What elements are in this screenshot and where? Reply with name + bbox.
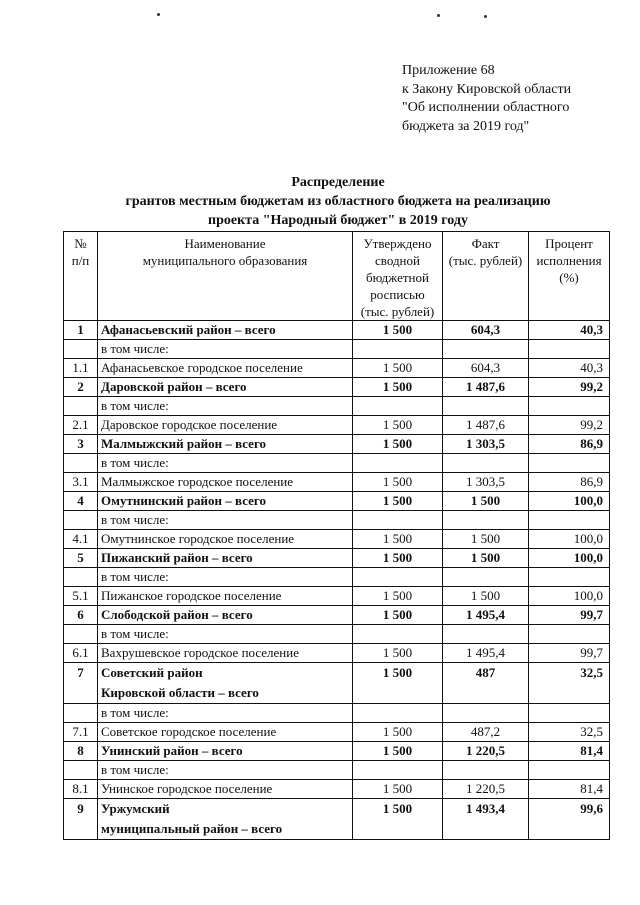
cell-percent [529,704,610,723]
appendix-note [402,62,571,136]
table-row [64,378,610,397]
table-row [64,435,610,454]
cell-fact [443,625,529,644]
cell-name: Уржумский муниципальный район – всего [98,799,353,840]
appendix-line: к Закону Кировской области [402,81,572,97]
appendix-line: "Об исполнении областного [402,100,570,115]
cell-num [64,454,98,473]
cell-approved: 1 500 [353,321,443,340]
title-line: Распределение [291,175,385,190]
cell-approved: 1 500 [353,723,443,742]
cell-name: в том числе: [98,625,353,644]
cell-fact: 1 220,5 [443,780,529,799]
table-body [64,321,610,840]
cell-name: Афанасьевский район – всего [98,321,353,340]
cell-percent [529,761,610,780]
cell-approved: 1 500 [353,492,443,511]
table-row [64,511,610,530]
cell-fact: 1 303,5 [443,473,529,492]
cell-name: Пижанское городское поселение [98,587,353,606]
cell-approved: 1 500 [353,359,443,378]
cell-fact: 487 [443,663,529,704]
cell-num: 6.1 [64,644,98,663]
header-fact: Факт (тыс. рублей) [443,232,529,321]
cell-fact [443,340,529,359]
cell-approved [353,454,443,473]
cell-name: в том числе: [98,454,353,473]
cell-num [64,625,98,644]
cell-num: 6 [64,606,98,625]
cell-percent: 100,0 [529,492,610,511]
cell-num [64,397,98,416]
cell-percent [529,568,610,587]
cell-name: в том числе: [98,568,353,587]
table-row [64,742,610,761]
cell-percent: 40,3 [529,321,610,340]
cell-num [64,568,98,587]
cell-percent [529,397,610,416]
cell-num: 2.1 [64,416,98,435]
cell-approved: 1 500 [353,644,443,663]
table-row [64,568,610,587]
title-line: грантов местным бюджетам из областного бюджета на реализацию [125,194,551,209]
cell-fact: 1 500 [443,587,529,606]
cell-num: 7.1 [64,723,98,742]
cell-percent: 100,0 [529,530,610,549]
cell-name: Унинский район – всего [98,742,353,761]
cell-num: 3 [64,435,98,454]
cell-approved [353,704,443,723]
cell-num: 4 [64,492,98,511]
cell-name: Омутнинский район – всего [98,492,353,511]
cell-fact [443,704,529,723]
table-row [64,473,610,492]
scan-speck [437,14,440,17]
cell-approved: 1 500 [353,416,443,435]
cell-fact: 1 495,4 [443,606,529,625]
cell-approved [353,511,443,530]
cell-fact: 1 220,5 [443,742,529,761]
cell-approved: 1 500 [353,606,443,625]
cell-percent: 81,4 [529,780,610,799]
cell-approved [353,397,443,416]
cell-name: Вахрушевское городское поселение [98,644,353,663]
cell-num: 5.1 [64,587,98,606]
cell-name: Пижанский район – всего [98,549,353,568]
cell-approved [353,761,443,780]
cell-fact [443,511,529,530]
table-row [64,663,610,704]
cell-approved: 1 500 [353,473,443,492]
cell-percent: 40,3 [529,359,610,378]
cell-num [64,761,98,780]
cell-name: в том числе: [98,761,353,780]
grants-table [63,231,610,840]
cell-percent: 99,7 [529,606,610,625]
cell-fact: 1 493,4 [443,799,529,840]
table-row [64,780,610,799]
cell-approved [353,340,443,359]
cell-num [64,511,98,530]
cell-percent: 100,0 [529,549,610,568]
cell-approved: 1 500 [353,435,443,454]
cell-name: Афанасьевское городское поселение [98,359,353,378]
cell-name: Омутнинское городское поселение [98,530,353,549]
appendix-line: бюджета за 2019 год" [402,118,530,134]
cell-num: 9 [64,799,98,840]
cell-fact: 1 303,5 [443,435,529,454]
cell-approved [353,568,443,587]
cell-percent [529,340,610,359]
cell-percent: 100,0 [529,587,610,606]
cell-percent: 81,4 [529,742,610,761]
cell-fact: 1 500 [443,530,529,549]
cell-num [64,704,98,723]
cell-name: Унинское городское поселение [98,780,353,799]
table-row [64,416,610,435]
table-row [64,454,610,473]
cell-num [64,340,98,359]
table-row [64,761,610,780]
cell-fact [443,397,529,416]
scan-speck [157,13,160,16]
table-header-row [64,232,610,321]
cell-num: 3.1 [64,473,98,492]
cell-num: 8.1 [64,780,98,799]
cell-name: Даровское городское поселение [98,416,353,435]
cell-fact: 1 495,4 [443,644,529,663]
cell-fact: 1 487,6 [443,378,529,397]
cell-name: в том числе: [98,511,353,530]
cell-name: Даровской район – всего [98,378,353,397]
scan-speck [484,15,487,18]
cell-approved: 1 500 [353,587,443,606]
cell-name: в том числе: [98,704,353,723]
header-approved: Утверждено сводной бюджетной росписью (тыс. рублей) [353,232,443,321]
table-row [64,492,610,511]
table-row [64,799,610,840]
cell-approved: 1 500 [353,799,443,840]
cell-name: Советский район Кировской области – всего [98,663,353,704]
cell-percent [529,625,610,644]
table-row [64,625,610,644]
cell-fact [443,761,529,780]
cell-num: 1 [64,321,98,340]
cell-approved: 1 500 [353,663,443,704]
cell-name: в том числе: [98,340,353,359]
appendix-line: Приложение 68 [402,63,495,78]
cell-percent: 99,2 [529,378,610,397]
cell-percent: 86,9 [529,473,610,492]
header-percent: Процент исполнения (%) [529,232,610,321]
cell-fact: 604,3 [443,321,529,340]
cell-fact [443,454,529,473]
cell-percent [529,454,610,473]
cell-num: 4.1 [64,530,98,549]
cell-name: Слободской район – всего [98,606,353,625]
cell-percent: 99,7 [529,644,610,663]
cell-percent: 99,2 [529,416,610,435]
cell-num: 8 [64,742,98,761]
table-row [64,606,610,625]
table-row [64,530,610,549]
cell-num: 1.1 [64,359,98,378]
cell-percent [529,511,610,530]
table-row [64,397,610,416]
cell-name: Советское городское поселение [98,723,353,742]
cell-approved: 1 500 [353,780,443,799]
cell-num: 5 [64,549,98,568]
cell-name: Малмыжский район – всего [98,435,353,454]
cell-percent: 32,5 [529,663,610,704]
cell-approved [353,625,443,644]
cell-percent: 86,9 [529,435,610,454]
cell-fact: 487,2 [443,723,529,742]
table-row [64,723,610,742]
cell-approved: 1 500 [353,742,443,761]
cell-fact: 1 487,6 [443,416,529,435]
cell-fact: 1 500 [443,492,529,511]
cell-num: 7 [64,663,98,704]
header-num: № п/п [64,232,98,321]
table-row [64,359,610,378]
cell-name: в том числе: [98,397,353,416]
cell-name: Малмыжское городское поселение [98,473,353,492]
table-row [64,340,610,359]
table-row [64,321,610,340]
table-row [64,587,610,606]
cell-fact: 1 500 [443,549,529,568]
table-row [64,549,610,568]
table-row [64,704,610,723]
table-row [64,644,610,663]
cell-approved: 1 500 [353,378,443,397]
cell-fact [443,568,529,587]
cell-fact: 604,3 [443,359,529,378]
cell-approved: 1 500 [353,549,443,568]
cell-percent: 32,5 [529,723,610,742]
cell-num: 2 [64,378,98,397]
cell-approved: 1 500 [353,530,443,549]
cell-percent: 99,6 [529,799,610,840]
document-title [0,173,640,230]
header-name: Наименование муниципального образования [98,232,353,321]
title-line: проекта "Народный бюджет" в 2019 году [208,213,468,228]
